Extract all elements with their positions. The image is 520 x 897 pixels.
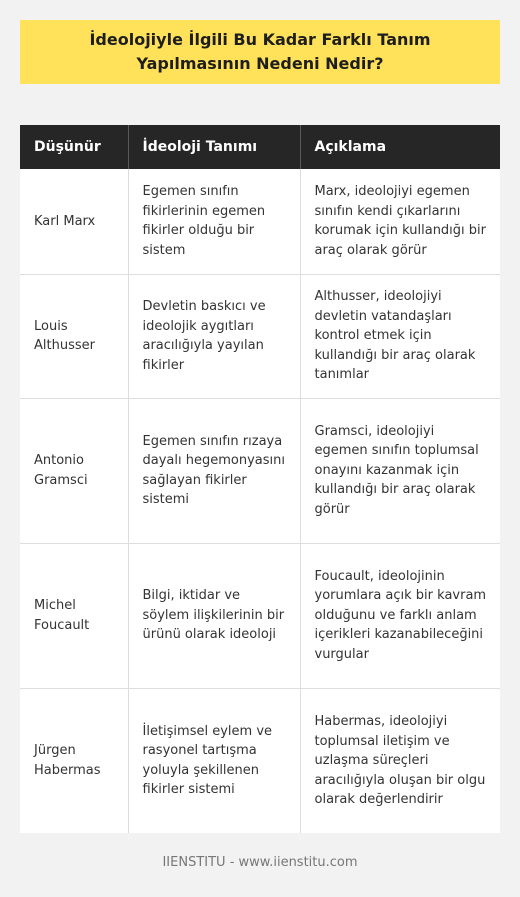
table-row bbox=[20, 398, 500, 543]
table-header-row bbox=[20, 125, 500, 169]
definition-cell: Egemen sınıfın rızaya dayalı hegemonyasını sağlayan fikirler sistemi bbox=[128, 398, 300, 543]
definition-cell: Bilgi, iktidar ve söylem ilişkilerinin bir ürünü olarak ideoloji bbox=[128, 543, 300, 688]
table-row bbox=[20, 688, 500, 833]
header-thinker: Düşünür bbox=[20, 125, 128, 169]
explanation-cell: Gramsci, ideolojiyi egemen sınıfın toplumsal onayını kazanmak için kullandığı bir araç olarak görür bbox=[300, 398, 500, 543]
header-explanation: Açıklama bbox=[300, 125, 500, 169]
definition-cell: İletişimsel eylem ve rasyonel tartışma yoluyla şekillenen fikirler sistemi bbox=[128, 688, 300, 833]
footer-credit: IIENSTITU - www.iienstitu.com bbox=[162, 855, 358, 870]
table-row bbox=[20, 543, 500, 688]
explanation-cell: Althusser, ideolojiyi devletin vatandaşları kontrol etmek için kullandığı bir araç olarak tanımlar bbox=[300, 274, 500, 398]
explanation-cell: Foucault, ideolojinin yorumlara açık bir kavram olduğunu ve farklı anlam içerikleri kazanabileceğini vurgular bbox=[300, 543, 500, 688]
ideology-table bbox=[20, 125, 500, 833]
thinker-cell: Michel Foucault bbox=[20, 543, 128, 688]
title-banner bbox=[20, 20, 500, 84]
definition-cell: Devletin baskıcı ve ideolojik aygıtları aracılığıyla yayılan fikirler bbox=[128, 274, 300, 398]
thinker-cell: Karl Marx bbox=[20, 169, 128, 274]
header-definition: İdeoloji Tanımı bbox=[128, 125, 300, 169]
thinker-cell: Antonio Gramsci bbox=[20, 398, 128, 543]
explanation-cell: Habermas, ideolojiyi toplumsal iletişim ve uzlaşma süreçleri aracılığıyla oluşan bir olgu olarak değerlendirir bbox=[300, 688, 500, 833]
thinker-cell: Louis Althusser bbox=[20, 274, 128, 398]
table-row bbox=[20, 274, 500, 398]
explanation-cell: Marx, ideolojiyi egemen sınıfın kendi çıkarlarını korumak için kullandığı bir araç olarak görür bbox=[300, 169, 500, 274]
thinker-cell: Jürgen Habermas bbox=[20, 688, 128, 833]
page-title: İdeolojiyle İlgili Bu Kadar Farklı Tanım Yapılmasının Nedeni Nedir? bbox=[89, 30, 431, 73]
definition-cell: Egemen sınıfın fikirlerinin egemen fikirler olduğu bir sistem bbox=[128, 169, 300, 274]
table-row bbox=[20, 169, 500, 274]
